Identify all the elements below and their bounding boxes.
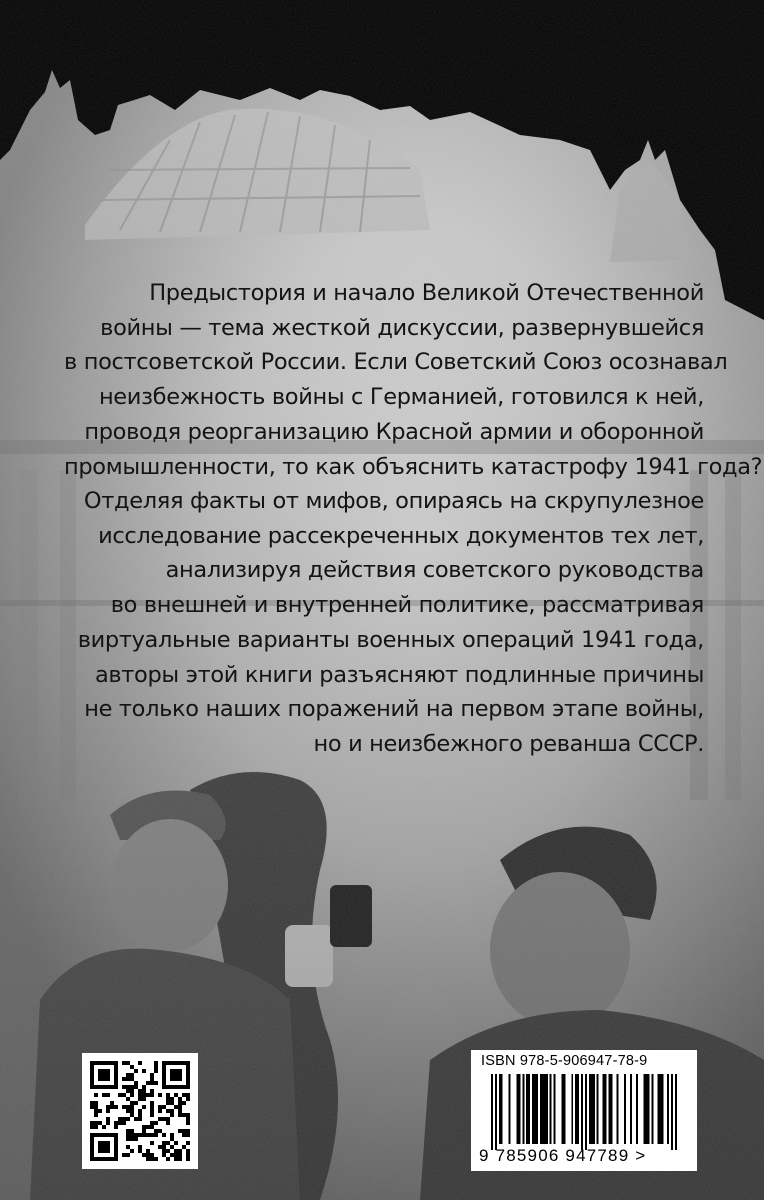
paragraph-1-line: Предыстория и начало Великой Отечественной bbox=[149, 280, 704, 306]
qr-code[interactable] bbox=[82, 1053, 198, 1169]
isbn-label: ISBN 978-5-906947-78-9 bbox=[481, 1053, 648, 1069]
paragraph-2-line: анализируя действия советского руководства bbox=[165, 557, 704, 584]
paragraph-2-line: но и неизбежного реванша СССР. bbox=[313, 730, 704, 757]
paragraph-1-line: неизбежность войны с Германией, готовился к ней, bbox=[98, 384, 704, 411]
paragraph-1-line: промышленности, то как объяснить катастрофу 1941 года? bbox=[64, 453, 763, 480]
description-paragraph-1 bbox=[64, 276, 763, 484]
paragraph-2-line: авторы этой книги разъясняют подлинные причины bbox=[94, 661, 704, 688]
barcode-icon bbox=[491, 1074, 677, 1150]
paragraph-1-line: проводя реорганизацию Красной армии и оборонной bbox=[84, 418, 704, 445]
paragraph-2-line: во внешней и внутренней политике, рассматривая bbox=[110, 592, 704, 619]
paragraph-1-line: войны — тема жесткой дискуссии, развернувшейся bbox=[100, 314, 704, 341]
qr-code-icon bbox=[90, 1061, 190, 1161]
paragraph-2-line: виртуальные варианты военных операций 1941 года, bbox=[77, 626, 704, 653]
paragraph-2-line: не только наших поражений на первом этапе войны, bbox=[84, 696, 704, 723]
paragraph-2-line: исследование рассекреченных документов тех лет, bbox=[98, 522, 704, 549]
barcode bbox=[471, 1050, 697, 1171]
paragraph-2-line: Отделяя факты от мифов, опираясь на скрупулезное bbox=[83, 488, 704, 514]
barcode-digits: 9 785906 947789 > bbox=[479, 1146, 647, 1165]
description-paragraph-2 bbox=[64, 484, 704, 762]
paragraph-1-line: в постсоветской России. Если Советский Союз осознавал bbox=[64, 349, 728, 376]
